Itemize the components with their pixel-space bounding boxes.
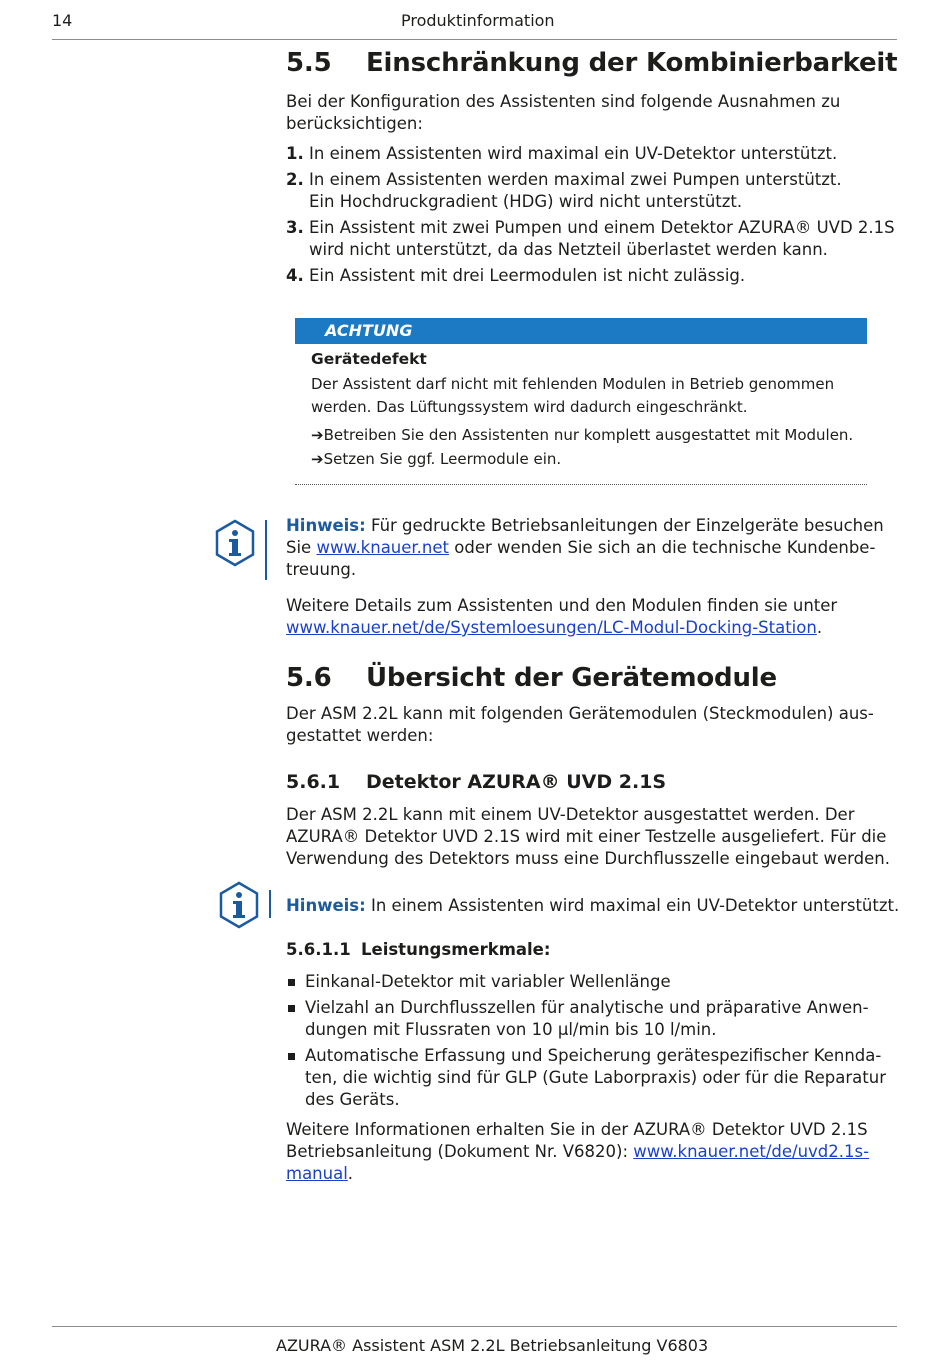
section-heading-5-6 bbox=[286, 663, 896, 693]
info-icon bbox=[213, 518, 257, 568]
page-number: 14 bbox=[52, 11, 73, 30]
warning-label: ACHTUNG bbox=[325, 321, 413, 340]
subsection-heading-5-6-1 bbox=[286, 771, 896, 793]
hint-bar bbox=[265, 520, 267, 580]
section-heading-5-5 bbox=[286, 48, 896, 78]
intro-paragraph: Bei der Konfiguration des Assistenten sind folgende Ausnahmen zu berücksichtigen: bbox=[286, 92, 841, 133]
features-list bbox=[286, 971, 896, 1115]
uvd-manual-link[interactable]: www.knauer.net/de/uvd2.1s-manual bbox=[286, 1142, 870, 1183]
footer-text: AZURA® Assistent ASM 2.2L Betriebsanleitung V6803 bbox=[276, 1336, 709, 1355]
warning-divider bbox=[295, 484, 867, 485]
info-icon bbox=[217, 880, 261, 930]
list-item: 4. Ein Assistent mit drei Leermodulen ist nicht zulässig. bbox=[286, 266, 746, 285]
header-rule bbox=[52, 39, 897, 40]
warning-banner bbox=[295, 318, 867, 344]
list-item: 1. In einem Assistenten wird maximal ein UV-Detektor unterstützt. bbox=[286, 144, 838, 163]
section-number: 5.6.1 bbox=[286, 771, 341, 793]
section-number: 5.6 bbox=[286, 663, 332, 693]
warning-body bbox=[311, 350, 867, 471]
list-item: 3. Ein Assistent mit zwei Pumpen und einem Detektor AZURA® UVD 2.1S wird nicht unterstützt, da das Netzteil überlastet werden kann. bbox=[286, 218, 895, 259]
list-item: Automatische Erfassung und Speicherung gerätespezifischer Kenndaten, die wichtig sind für GLP (Gute Laborpraxis) oder für die Reparatur des Geräts. bbox=[286, 1045, 896, 1111]
restrictions-list bbox=[286, 143, 896, 291]
knauer-link[interactable]: www.knauer.net bbox=[316, 538, 450, 557]
footer-rule bbox=[52, 1326, 897, 1327]
running-header: Produktinformation bbox=[401, 11, 555, 30]
more-info-paragraph: Weitere Informationen erhalten Sie in der AZURA® Detektor UVD 2.1S Betriebsanleitung (Dokument Nr. V6820): www.knauer.net/de/uvd2.1s-manual. bbox=[286, 1120, 870, 1183]
warning-action: ➔Betreiben Sie den Assistenten nur komplett ausgestattet mit Modulen. bbox=[311, 426, 854, 444]
modules-intro: Der ASM 2.2L kann mit folgenden Gerätemodulen (Steckmodulen) ausgestattet werden: bbox=[286, 704, 874, 745]
warning-action: ➔Setzen Sie ggf. Leermodule ein. bbox=[311, 450, 562, 468]
list-item: 2. In einem Assistenten werden maximal zwei Pumpen unterstützt. Ein Hochdruckgradient (HDG) wird nicht unterstützt. bbox=[286, 170, 842, 211]
arrow-icon: ➔ bbox=[311, 426, 324, 444]
hint-bar bbox=[269, 890, 271, 918]
hint-paragraph: Hinweis: Für gedruckte Betriebsanleitungen der Einzelgeräte besuchen Sie www.knauer.net oder wenden Sie sich an die technische Kundenbetreuung. bbox=[286, 516, 884, 579]
section-number: 5.5 bbox=[286, 48, 332, 78]
section-title: Detektor AZURA® UVD 2.1S bbox=[366, 771, 667, 793]
warning-title: Gerätedefekt bbox=[311, 350, 427, 368]
hint-paragraph: Hinweis: In einem Assistenten wird maximal ein UV-Detektor unterstützt. bbox=[286, 896, 900, 915]
section-number: 5.6.1.1 bbox=[286, 940, 351, 959]
hint-label: Hinweis: bbox=[286, 896, 366, 915]
arrow-icon: ➔ bbox=[311, 450, 324, 468]
warning-text: Der Assistent darf nicht mit fehlenden Modulen in Betrieb genommen werden. Das Lüftungssystem wird dadurch eingeschränkt. bbox=[311, 375, 835, 416]
detector-paragraph: Der ASM 2.2L kann mit einem UV-Detektor ausgestattet werden. Der AZURA® Detektor UVD 2.1S wird mit einer Testzelle ausgeliefert. Für die Verwendung des Detektors muss eine Durchflusszelle eingebaut werden. bbox=[286, 805, 890, 868]
hint-label: Hinweis: bbox=[286, 516, 366, 535]
section-title: Übersicht der Gerätemodule bbox=[366, 663, 777, 693]
docking-station-link[interactable]: www.knauer.net/de/Systemloesungen/LC-Modul-Docking-Station bbox=[286, 618, 817, 637]
details-paragraph: Weitere Details zum Assistenten und den Modulen finden sie unter www.knauer.net/de/Systemloesungen/LC-Modul-Docking-Station. bbox=[286, 596, 838, 637]
list-item: Einkanal-Detektor mit variabler Wellenlänge bbox=[286, 971, 896, 993]
subsection-heading-5-6-1-1 bbox=[286, 940, 896, 959]
section-title: Leistungsmerkmale: bbox=[361, 940, 551, 959]
list-item: Vielzahl an Durchflusszellen für analytische und präparative Anwendungen mit Flussraten von 10 µl/min bis 10 l/min. bbox=[286, 997, 896, 1041]
section-title: Einschränkung der Kombinierbarkeit bbox=[366, 48, 898, 78]
